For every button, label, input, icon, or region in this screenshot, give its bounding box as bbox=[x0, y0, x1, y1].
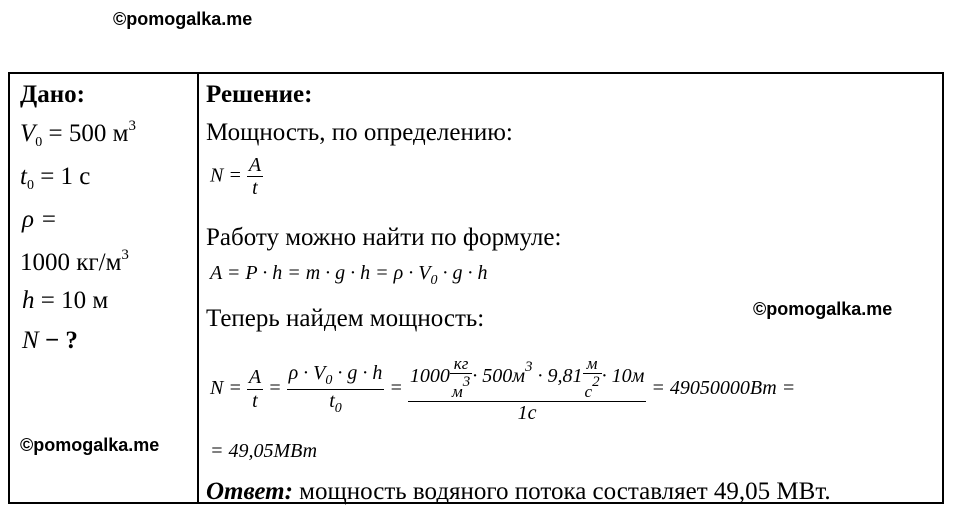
given-density-symbol: ρ = bbox=[22, 206, 58, 233]
solution-heading: Решение: bbox=[206, 81, 313, 108]
watermark-right: ©pomogalka.me bbox=[753, 299, 893, 319]
solution-line-definition: Мощность, по определению: bbox=[206, 119, 513, 146]
formula-work: $A = P \cdot h = m \cdot g \cdot h = \rho \cdot V_0 \cdot g \cdot h$ bbox=[210, 262, 488, 288]
watermark-bottom-left: ©pomogalka.me bbox=[20, 435, 160, 455]
watermark-top: ©pomogalka.me bbox=[113, 9, 253, 29]
formula-power-result: = 49,05МВт bbox=[210, 440, 318, 462]
given-time: $t_0 = 1$ с bbox=[20, 163, 91, 193]
answer-line: Ответ: мощность водяного потока составляет 49,05 МВт. bbox=[206, 478, 831, 505]
formula-power-definition: N = $\frac{A}{t}$ bbox=[210, 154, 262, 200]
given-unknown: N − ? bbox=[22, 327, 78, 354]
solution-line-find-power: Теперь найдем мощность: bbox=[206, 305, 485, 332]
formula-power-calculation: N = $\frac{A}{t}$ = $\frac{\rho \cdot V_0 \cdot g \cdot h}{t_0}$ = 1000 $\frac{кг}{м3}$ · $500м^3 \cdot 9,81$ $\frac{м}{с2}$ · 10м 1с = 49050000Вт = bbox=[210, 354, 796, 425]
given-volume: $V_0 = 500$ $м^3$ bbox=[20, 118, 136, 150]
column-divider bbox=[197, 74, 199, 502]
solution-line-work: Работу можно найти по формуле: bbox=[206, 224, 562, 251]
problem-table bbox=[8, 72, 944, 504]
given-heading: Дано: bbox=[20, 81, 85, 108]
given-height: h = 10 м bbox=[22, 287, 109, 314]
given-density-value: 1000 $кг/м^3$ bbox=[20, 247, 129, 276]
